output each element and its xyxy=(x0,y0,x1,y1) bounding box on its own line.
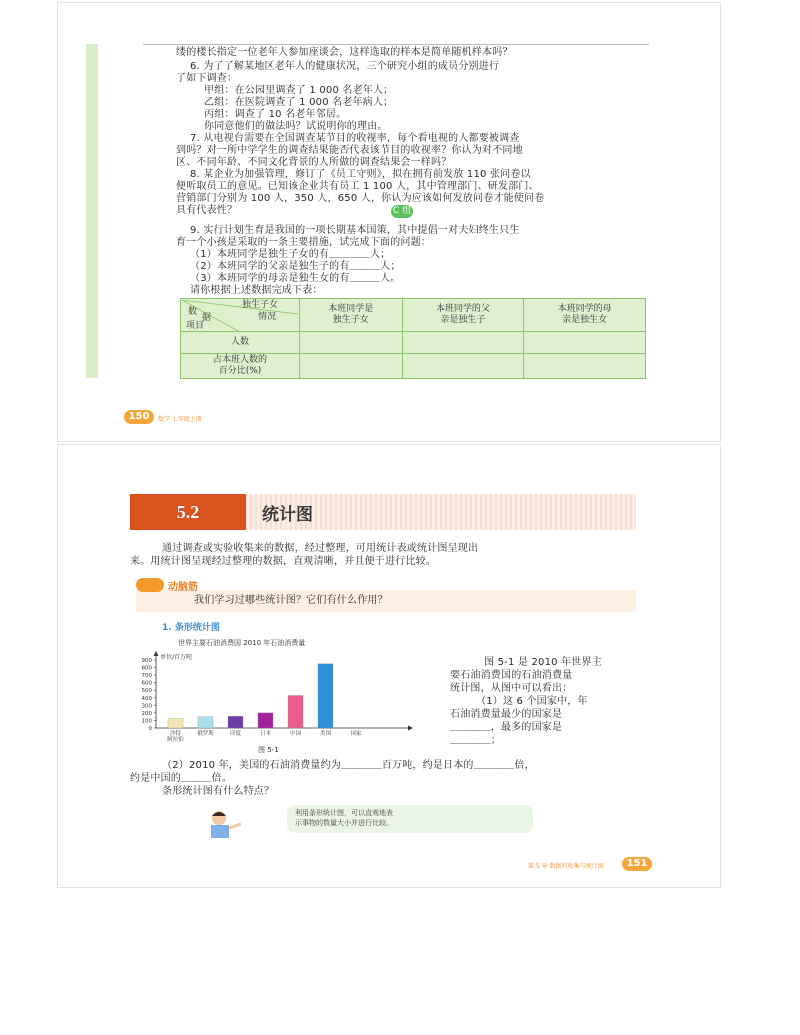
text-line: 便听取员工的意见。已知该企业共有员工 1 100 人，其中管理部门、研发部门、 xyxy=(176,181,539,192)
right-text: ＿＿＿＿，最多的国家是 xyxy=(450,722,563,733)
corner-top-label: 独生子女 xyxy=(242,300,279,310)
text-line: 乙组：在医院调查了 1 000 名老年病人； xyxy=(204,97,394,108)
row-label: 占本班人数的 百分比(%) xyxy=(181,354,300,379)
row-label: 人数 xyxy=(181,332,300,354)
right-text: ＿＿＿＿； xyxy=(450,735,501,746)
y-tick-label: 100 xyxy=(141,718,152,725)
text-line: 甲组：在公园里调查了 1 000 名老年人； xyxy=(204,85,394,96)
teacher-illustration xyxy=(205,808,255,838)
text-line: 6. 为了了解某地区老年人的健康状况，三个研究小组的成员分别进行 xyxy=(190,61,500,72)
y-tick-label: 400 xyxy=(141,695,152,702)
x-tick-label: 沙特 xyxy=(169,731,182,737)
x-tick-label: 阿拉伯 xyxy=(167,737,184,743)
x-axis-label: 国家 xyxy=(350,731,362,737)
table-cell[interactable] xyxy=(524,332,646,354)
intro-line: 通过调查或实验收集来的数据，经过整理，可用统计表或统计图呈现出 xyxy=(162,543,479,554)
figure-label: 图 5-1 xyxy=(258,746,279,754)
group-badge: C 组 xyxy=(392,206,412,216)
corner-mid-left2: 据 xyxy=(202,313,212,323)
intro-line: 来。用统计图呈现经过整理的数据，直观清晰，并且便于进行比较。 xyxy=(130,556,436,567)
section-number: 5.2 xyxy=(130,494,246,530)
table-cell[interactable] xyxy=(524,354,646,379)
bar xyxy=(198,717,213,728)
y-tick-label: 300 xyxy=(141,703,152,710)
text-line: 具有代表性？ xyxy=(176,205,238,216)
text-line: 育一个小孩是采取的一条主要措施，试完成下面的问题： xyxy=(176,237,431,248)
text-line: （2）本班同学的父亲是独生子的有＿＿＿人； xyxy=(190,261,401,272)
bar xyxy=(168,719,183,728)
brain-icon xyxy=(136,578,164,592)
text-line: 丙组：调查了 10 名老年邻居。 xyxy=(204,109,347,120)
text-line: 到吗？对一所中学学生的调查结果能否代表该节目的收视率？你认为对不同地 xyxy=(176,145,523,156)
text-line: 9. 实行计划生育是我国的一项长期基本国策，其中提倡一对夫妇终生只生 xyxy=(190,225,520,236)
x-tick-label: 日本 xyxy=(259,731,272,737)
x-axis-arrow xyxy=(408,726,413,731)
speech-line: 示事物的数量大小并进行比较。 xyxy=(295,819,393,827)
text-line: 缕的楼长指定一位老年人参加座谈会，这样选取的样本是简单随机样本吗？ xyxy=(176,47,513,58)
page-number: 151 xyxy=(622,857,652,871)
right-text: 石油消费量最少的国家是 xyxy=(450,709,563,720)
y-tick-label: 600 xyxy=(141,680,152,687)
table-cell[interactable] xyxy=(402,354,524,379)
y-tick-label: 0 xyxy=(148,726,152,732)
y-axis-label: 单位/百万吨 xyxy=(160,654,193,661)
table-header: 本班同学的父 亲是独生子 xyxy=(402,299,524,332)
y-tick-label: 900 xyxy=(141,658,152,664)
table-cell[interactable] xyxy=(300,332,403,354)
question-text: 我们学习过哪些统计图？它们有什么作用？ xyxy=(194,595,388,606)
bar xyxy=(318,664,333,728)
right-text: 要石油消费国的石油消费量 xyxy=(450,670,573,681)
text-line: （1）本班同学是独生子女的有＿＿＿＿人； xyxy=(190,249,391,260)
x-tick-label: 印度 xyxy=(229,731,242,737)
footer-text: 第 5 章 数据的收集与统计图 xyxy=(528,863,604,870)
stats-table xyxy=(180,298,646,379)
q2-line: 约是中国的＿＿＿倍。 xyxy=(130,773,232,784)
y-tick-label: 700 xyxy=(141,673,152,680)
corner-mid-left: 数 xyxy=(188,307,198,317)
y-tick-label: 200 xyxy=(141,710,152,717)
bar xyxy=(228,716,243,728)
q2-line: 条形统计图有什么特点？ xyxy=(162,786,275,797)
x-tick-label: 美国 xyxy=(319,731,332,737)
table-header: 本班同学的母 亲是独生女 xyxy=(524,299,646,332)
page-number: 150 xyxy=(124,410,154,424)
subsection-title: 1. 条形统计图 xyxy=(162,623,220,633)
corner-cell xyxy=(181,299,300,332)
text-line: 8. 某企业为加强管理，修订了《员工守则》，拟在拥有前发放 110 张问卷以 xyxy=(190,169,531,180)
text-line: 区、不同年龄、不同文化背景的人所做的调查结果会一样吗？ xyxy=(176,157,452,168)
speech-line: 利用条形统计图，可以直观地表 xyxy=(295,809,393,817)
text-line: （3）本班同学的母亲是独生女的有＿＿＿人。 xyxy=(190,273,401,284)
right-text: 图 5-1 是 2010 年世界主 xyxy=(484,657,602,668)
right-text: 统计图，从图中可以看出： xyxy=(450,683,573,694)
text-line: 营销部门分别为 100 人，350 人，650 人，你认为应该如何发放问卷才能使问卷 xyxy=(176,193,545,204)
corner-mid-right: 情况 xyxy=(258,312,277,322)
text-line: 了如下调查： xyxy=(176,73,238,84)
y-tick-label: 500 xyxy=(141,688,152,695)
text-line: 请你根据上述数据完成下表： xyxy=(190,285,323,296)
corner-bottom-label: 项目 xyxy=(186,321,205,331)
table-header: 本班同学是 独生子女 xyxy=(300,299,403,332)
text-line: 7. 从电视台需要在全国调查某节目的收视率，每个看电视的人都要被调查 xyxy=(190,133,520,144)
table-cell[interactable] xyxy=(402,332,524,354)
dongnao-label: 动脑筋 xyxy=(168,582,198,593)
speech-bubble xyxy=(287,805,533,833)
y-axis-arrow xyxy=(154,651,159,656)
section-title: 统计图 xyxy=(262,505,313,525)
y-tick-label: 800 xyxy=(141,665,152,672)
x-tick-label: 俄罗斯 xyxy=(197,731,214,737)
right-text: （1）这 6 个国家中，年 xyxy=(476,696,588,707)
x-tick-label: 中国 xyxy=(289,731,302,737)
bar xyxy=(288,696,303,728)
margin-strip xyxy=(86,44,98,378)
text-line: 你同意他们的做法吗？试说明你的理由。 xyxy=(204,121,388,132)
top-rule xyxy=(143,44,649,45)
footer-text: 数学 七年级上册 xyxy=(158,416,202,423)
bar xyxy=(258,713,273,728)
bar-chart xyxy=(118,650,418,756)
table-cell[interactable] xyxy=(300,354,403,379)
q2-line: （2）2010 年，美国的石油消费量约为＿＿＿＿百万吨，约是日本的＿＿＿＿倍， xyxy=(162,760,535,771)
chart-title: 世界主要石油消费国 2010 年石油消费量 xyxy=(178,639,306,647)
